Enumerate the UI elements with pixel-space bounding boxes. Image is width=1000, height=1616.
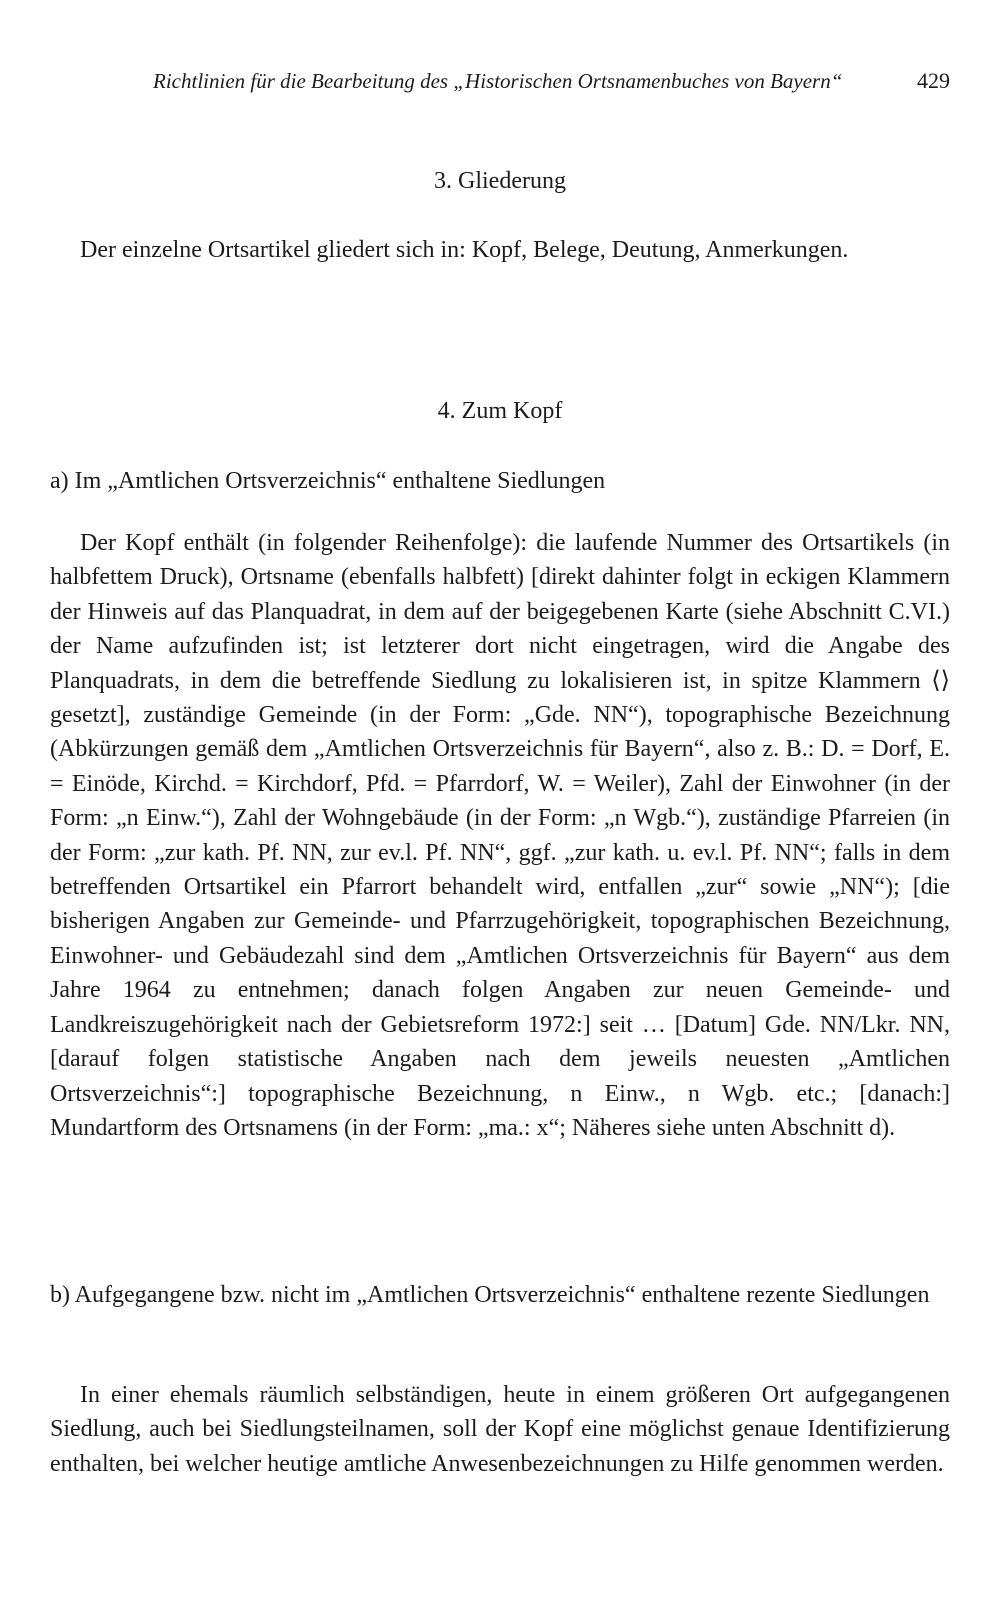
running-head-title: Richtlinien für die Bearbeitung des „Historischen Ortsnamenbuches von Bayern“ [153, 69, 843, 93]
section-3-paragraph: Der einzelne Ortsartikel gliedert sich in: Kopf, Belege, Deutung, Anmerkungen. [80, 237, 849, 263]
subsection-b-heading: b) Aufgegangene bzw. nicht im „Amtlichen Ortsverzeichnis“ enthaltene rezente Siedlungen [50, 1282, 930, 1308]
document-page [50, 0, 950, 1616]
subsection-a-paragraph: Der Kopf enthält (in folgender Reihenfolge): die laufende Nummer des Ortsartikels (in halbfettem Druck), Ortsname (ebenfalls halbfett) [direkt dahinter folgt in eckigen Klammern der Hinweis auf das Planquadrat, in dem auf der beigegebenen Karte (siehe Abschnitt C.VI.) der Name aufzufinden ist; ist letzterer dort nicht eingetragen, wird die Angabe des Planquadrats, in dem die betreffende Siedlung zu lokalisieren ist, in spitze Klammern ⟨⟩ gesetzt], zuständige Gemeinde (in der Form: „Gde. NN“), topographische Bezeichnung (Abkürzungen gemäß dem „Amtlichen Ortsverzeichnis für Bayern“, also z. B.: D. = Dorf, E. = Einöde, Kirchd. = Kirchdorf, Pfd. = Pfarrdorf, W. = Weiler), Zahl der Einwohner (in der Form: „n Einw.“), Zahl der Wohngebäude (in der Form: „n Wgb.“), zuständige Pfarreien (in der Form: „zur kath. Pf. NN, zur ev.l. Pf. NN“, ggf. „zur kath. u. ev.l. Pf. NN“; falls in dem betreffenden Ortsartikel ein Pfarrort behandelt wird, entfallen „zur“ sowie „NN“); [die bisherigen Angaben zur Gemeinde- und Pfarrzugehörigkeit, topographischen Bezeichnung, Einwohner- und Gebäudezahl sind dem „Amtlichen Ortsverzeichnis für Bayern“ aus dem Jahre 1964 zu entnehmen; danach folgen Angaben zur neuen Gemeinde- und Landkreiszugehörigkeit nach der Gebietsreform 1972:] seit … [Datum] Gde. NN/Lkr. NN, [darauf folgen statistische Angaben nach dem jeweils neuesten „Amtlichen Ortsverzeichnis“:] topographische Bezeichnung, n Einw., n Wgb. etc.; [danach:] Mundartform des Ortsnamens (in der Form: „ma.: x“; Näheres siehe unten Abschnitt d). [50, 530, 950, 1141]
running-head [153, 66, 950, 96]
page-number: 429 [917, 68, 950, 93]
subsection-a-heading: a) Im „Amtlichen Ortsverzeichnis“ enthaltene Siedlungen [50, 468, 606, 494]
section-4-heading: 4. Zum Kopf [437, 398, 563, 424]
subsection-b-paragraph: In einer ehemals räumlich selbständigen, heute in einem größeren Ort aufgegangenen Siedlung, auch bei Siedlungsteilnamen, soll der Kopf eine möglichst genaue Identifizierung enthalten, bei welcher heutige amtliche Anwesenbezeichnungen zu Hilfe genommen werden. [50, 1382, 950, 1477]
section-3-heading: 3. Gliederung [434, 168, 566, 194]
